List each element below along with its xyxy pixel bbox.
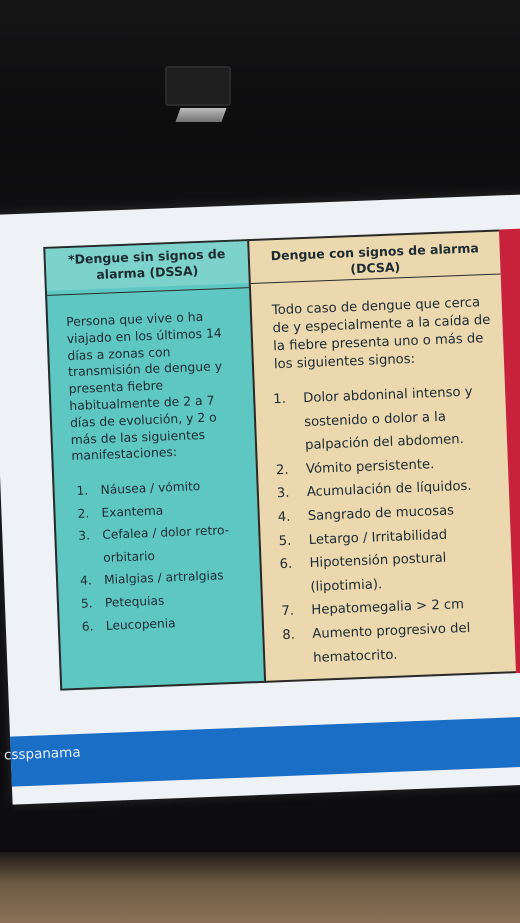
item-number: 3. bbox=[78, 528, 91, 544]
dssa-definition: Persona que vive o ha viajado en los últimos 14 días a zonas con transmisión de dengue y presenta fiebre habitualmente de 2 a 7 días de evolución, y 2 o más de las siguientes manifestaciones: bbox=[65, 308, 223, 464]
item-number: 6. bbox=[81, 618, 94, 634]
exit-sign bbox=[165, 66, 231, 106]
item-number: 5. bbox=[278, 533, 292, 549]
item-text: Petequias bbox=[104, 593, 165, 610]
item-text: Náusea / vómito bbox=[100, 479, 201, 497]
dssa-manifestations-list bbox=[76, 473, 250, 637]
item-text: Hepatomegalia > 2 cm bbox=[311, 597, 465, 619]
ceiling bbox=[0, 0, 520, 230]
list-item bbox=[78, 519, 248, 571]
item-text: Exantema bbox=[101, 503, 164, 520]
floor bbox=[0, 852, 520, 923]
item-number: 8. bbox=[282, 627, 296, 644]
list-item bbox=[279, 545, 501, 601]
item-text: Dolor abdoninal intenso y sostenido o dolor a la palpación del abdomen. bbox=[302, 384, 473, 454]
item-text: Letargo / Irritabilidad bbox=[308, 527, 448, 548]
item-text: Leucopenia bbox=[105, 615, 176, 633]
item-number: 1. bbox=[76, 483, 89, 498]
item-text: Acumulación de líquidos. bbox=[306, 479, 472, 501]
dcsa-title: Dengue con signos de alarma (DCSA) bbox=[270, 240, 479, 277]
dcsa-signs-list bbox=[273, 380, 504, 671]
dssa-title: *Dengue sin signos de alarma (DSSA) bbox=[45, 241, 248, 291]
item-number: 1. bbox=[273, 391, 287, 408]
item-text: Sangrado de mucosas bbox=[307, 503, 455, 524]
item-number: 5. bbox=[80, 596, 93, 611]
item-number: 6. bbox=[279, 556, 293, 573]
item-text: Cefalea / dolor retro-orbitario bbox=[102, 523, 230, 565]
item-number: 2. bbox=[77, 506, 90, 521]
item-text: Mialgias / artralgias bbox=[103, 568, 224, 588]
list-item bbox=[282, 616, 504, 672]
item-number: 4. bbox=[277, 509, 291, 526]
item-text: Aumento progresivo del hematocrito. bbox=[312, 620, 471, 666]
item-number: 4. bbox=[79, 573, 93, 589]
item-number: 7. bbox=[281, 603, 295, 620]
footer-bar bbox=[10, 716, 520, 787]
social-handle: csspanama bbox=[3, 744, 81, 764]
ceiling-light bbox=[175, 108, 226, 122]
item-text: Hipotensión postural (lipotimia). bbox=[309, 550, 447, 595]
projection-screen bbox=[0, 194, 520, 804]
dssa-panel bbox=[43, 239, 266, 691]
list-item bbox=[273, 380, 496, 459]
item-text: Vómito persistente. bbox=[305, 456, 435, 477]
item-number: 2. bbox=[275, 462, 289, 478]
dcsa-panel bbox=[247, 229, 516, 682]
item-number: 3. bbox=[276, 486, 290, 502]
dcsa-definition: Todo caso de dengue que cerca de y especialmente a la caída de la fiebre presenta uno o más de los siguientes signos: bbox=[271, 295, 491, 373]
